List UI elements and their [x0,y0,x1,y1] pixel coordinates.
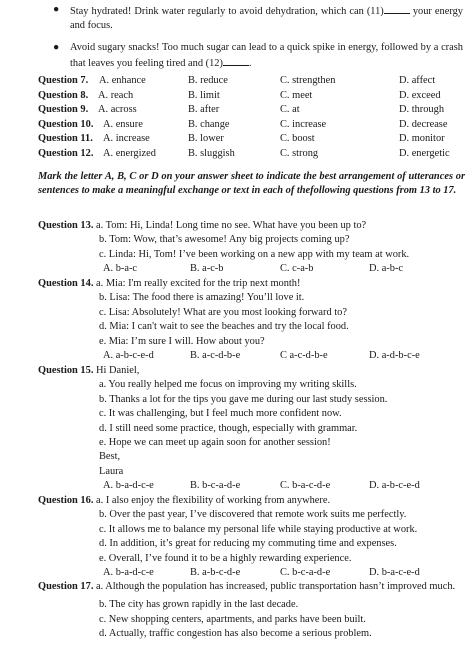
utterance-line: d. I still need some practice, though, especially with grammar. [99,422,358,434]
options-table [0,74,475,161]
answer-c: C. b-a-c-d-e [280,480,331,492]
option-b: B. sluggish [188,147,235,159]
question-first-line [0,580,475,594]
option-d: D. through [399,104,445,115]
utterance-line: b. Lisa: The food there is amazing! You’ll love it. [99,292,305,304]
option-a: A. energized [103,147,156,159]
answer-d: D. a-b-c-e-d [369,480,420,492]
options-row-q9 [0,103,475,118]
question-label: Question 12. [38,147,94,159]
answer-row [0,479,475,493]
option-d: D. affect [399,75,436,86]
options-row-q12 [0,147,475,162]
option-c: C. at [280,104,300,115]
answer-b: B. a-b-c-d-e [190,567,241,579]
answer-row [0,349,475,363]
option-d: D. monitor [399,133,445,144]
question-first-line [0,494,475,508]
utterance-line: e. Overall, I’ve found it to be a highly rewarding experience. [99,552,352,564]
question-13 [0,219,475,277]
bullet-text-post: your energy and focus. [70,6,463,32]
option-d: D. exceed [399,89,441,101]
answer-d: D. a-d-b-c-e [369,350,420,362]
bullet-list [0,3,475,72]
options-row-q7 [0,74,475,89]
question-15 [0,364,475,494]
answer-a: A. b-a-d-c-e [103,567,154,579]
answer-c: C a-c-d-b-e [280,350,328,362]
answer-c: C. c-a-b [280,263,314,275]
option-c: C. meet [280,89,313,101]
option-a: A. enhance [99,75,146,86]
bullet-item-12 [0,41,475,72]
question-text: Hi Daniel, [93,365,140,376]
option-a: A. reach [98,89,134,101]
utterance-line: c. It allows me to balance my personal life while staying productive at work. [99,523,418,535]
answer-c: C. b-c-a-d-e [280,567,331,579]
option-c: C. strong [280,147,319,159]
answer-d: D. b-a-c-e-d [369,567,420,579]
option-c: C. strengthen [280,75,336,86]
utterance-line: c. New shopping centers, apartments, and parks have been built. [99,613,366,625]
blank-line [223,55,249,66]
question-label: Question 10. [38,118,94,130]
utterance-line: b. Thanks a lot for the tips you gave me during our last study session. [99,393,388,405]
answer-a: A. a-b-c-e-d [103,350,154,362]
question-text: a. Although the population has increased, public transportation hasn’t improved much. [93,581,456,592]
question-label: Question 16. [38,495,94,506]
signature-line: Laura [99,465,124,477]
option-b: B. lower [188,133,224,144]
bullet-dot-icon: ● [53,4,60,15]
utterance-line: b. Tom: Wow, that’s awesome! Any big projects coming up? [99,234,350,246]
question-16 [0,494,475,580]
answer-row [0,262,475,276]
answer-b: B. a-c-b [190,263,224,275]
options-row-q8 [0,89,475,104]
option-d: D. energetic [399,147,450,159]
question-17 [0,580,475,642]
option-b: B. change [188,118,230,130]
question-first-line [0,219,475,233]
utterance-line: e. Mia: I’m sure I will. How about you? [99,335,265,347]
answer-d: D. a-b-c [369,263,404,275]
question-label: Question 11. [38,133,93,144]
option-b: B. limit [188,89,220,101]
utterance-line: c. Linda: Hi, Tom! I’ve been working on a new app with my team at work. [99,248,410,260]
option-a: A. ensure [103,118,143,130]
blank-line [384,3,410,14]
question-label: Question 9. [38,104,89,115]
bullet-text-pre: Avoid sugary snacks! Too much sugar can lead to a quick spike in energy, followed by a crash that leaves you feeling tired and (12) [70,41,463,70]
question-text: a. I also enjoy the flexibility of working from anywhere. [93,495,331,506]
option-a: A. across [98,104,137,115]
options-row-q11 [0,132,475,147]
bullet-dot-icon: ● [53,41,60,53]
question-label: Question 14. [38,278,94,289]
answer-a: A. b-a-d-c-e [103,480,154,492]
question-text: a. Mia: I'm really excited for the trip next month! [93,278,301,289]
question-label: Question 17. [38,581,94,592]
utterance-line: d. Actually, traffic congestion has also become a serious problem. [99,628,372,640]
utterance-line: c. It was challenging, but I feel much more confident now. [99,408,342,420]
option-c: C. increase [280,118,327,130]
closing-line: Best, [99,451,121,463]
utterance-line: d. Mia: I can't wait to see the beaches and try the local food. [99,321,349,333]
utterance-line: d. In addition, it’s great for reducing my commuting time and expenses. [99,538,397,550]
option-d: D. decrease [399,118,448,130]
utterance-line: b. The city has grown rapidly in the last decade. [99,599,299,611]
utterance-line: e. Hope we can meet up again soon for another session! [99,437,331,449]
option-b: B. after [188,104,220,115]
question-label: Question 13. [38,220,94,231]
answer-b: B. a-c-d-b-e [190,350,241,362]
question-label: Question 7. [38,75,89,86]
utterance-line: c. Lisa: Absolutely! What are you most looking forward to? [99,306,347,318]
question-label: Question 8. [38,89,89,101]
question-14 [0,277,475,363]
option-a: A. increase [103,133,150,144]
bullet-text-post: . [248,58,252,70]
bullet-text-pre: Stay hydrated! Drink water regularly to avoid dehydration, which can (11) [70,6,384,17]
utterance-line: b. Over the past year, I’ve discovered that remote work suits me perfectly. [99,509,407,521]
utterance-line: a. You really helped me focus on improving my writing skills. [99,379,357,391]
answer-b: B. b-c-a-d-e [190,480,241,492]
answer-row [0,566,475,580]
instruction-text: Mark the letter A, B, C or D on your answer sheet to indicate the best arrangement of utterances or sentences to make a meaningful exchange or text in each of thefollowing questions from 13 to 17. [38,171,465,197]
option-b: B. reduce [188,75,228,86]
answer-a: A. b-a-c [103,263,138,275]
question-first-line [0,277,475,291]
question-first-line [0,364,475,378]
options-row-q10 [0,118,475,133]
option-c: C. boost [280,133,315,144]
bullet-item-11 [0,3,475,34]
question-text: a. Tom: Hi, Linda! Long time no see. What have you been up to? [93,220,367,231]
question-label: Question 15. [38,365,94,376]
